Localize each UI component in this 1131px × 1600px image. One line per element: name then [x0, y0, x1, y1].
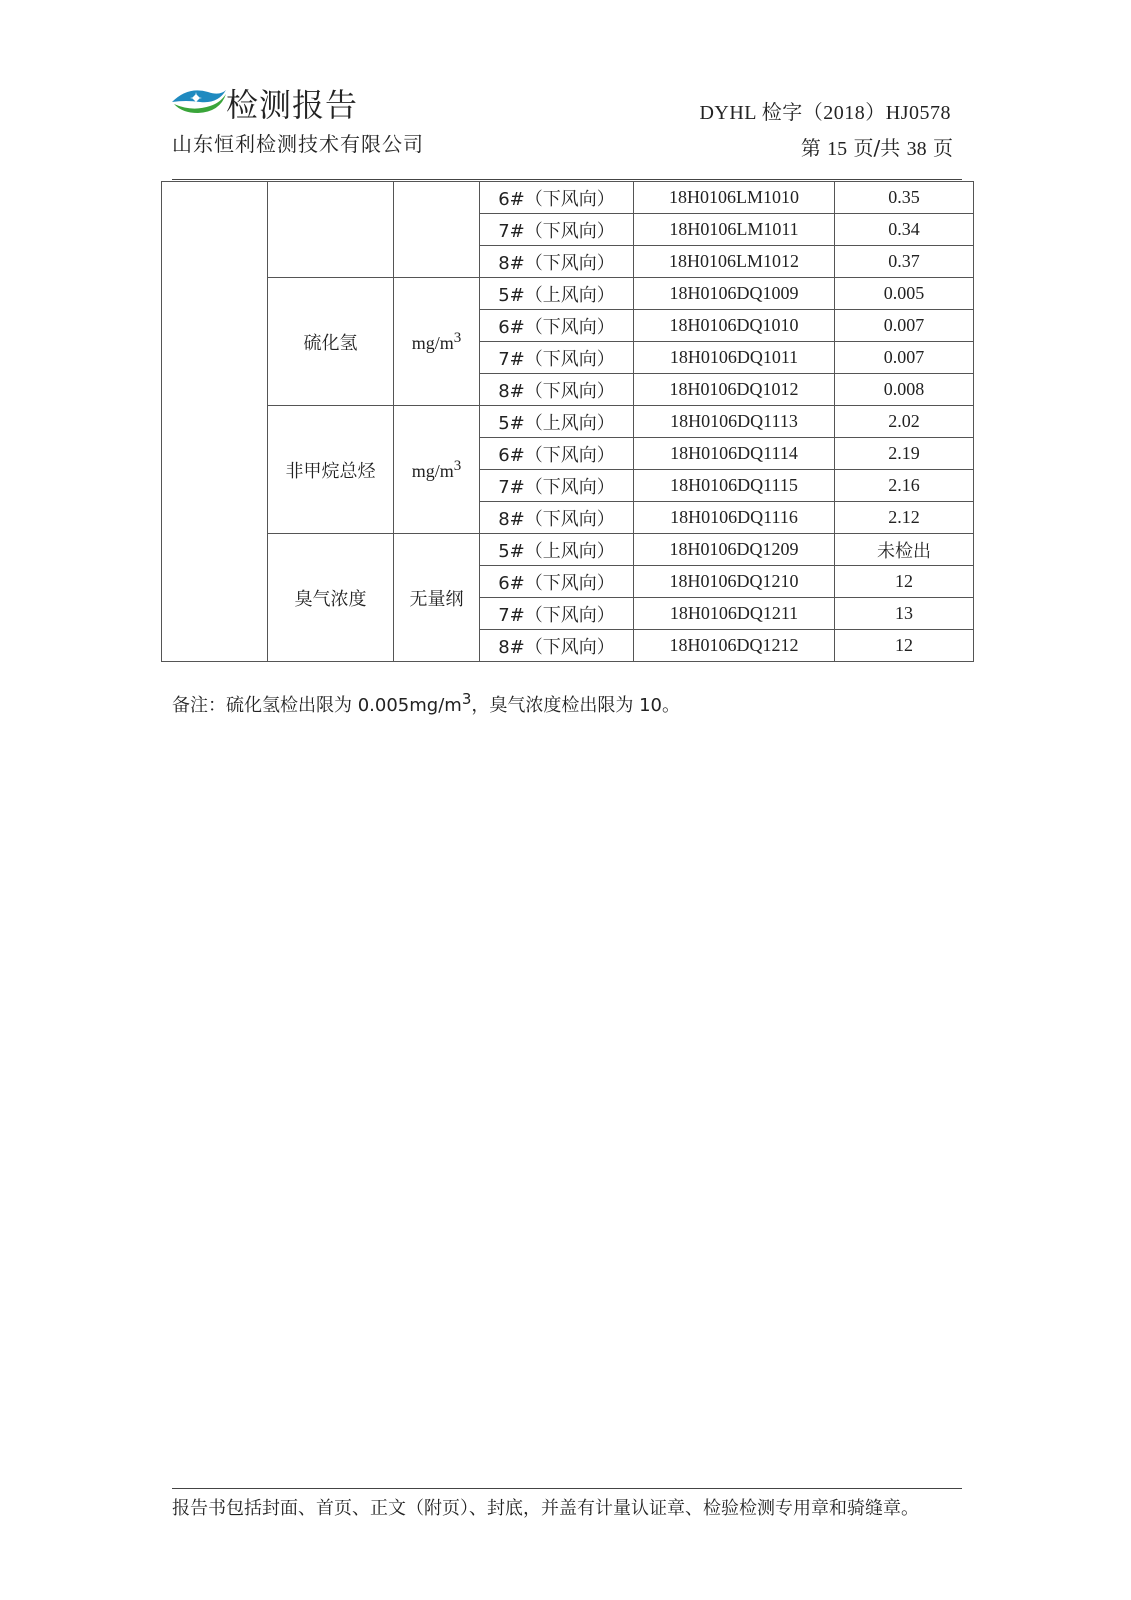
- unit-cell: [394, 406, 480, 534]
- page-suffix: 页: [933, 136, 953, 160]
- company-name: 山东恒利检测技术有限公司: [172, 132, 424, 156]
- value-cell: 0.007: [835, 342, 974, 374]
- point-cell: 6#（下风向）: [480, 566, 634, 598]
- table-row: [162, 406, 974, 438]
- unit-text: mg/m: [411, 460, 454, 481]
- header-divider: [172, 179, 962, 180]
- unit-cell: 无量纲: [394, 534, 480, 662]
- table-row: [162, 182, 974, 214]
- sample-id-cell: 18H0106DQ1212: [634, 630, 835, 662]
- unit-text: mg/m: [411, 332, 454, 353]
- note-suffix: ，臭气浓度检出限为 10。: [471, 695, 680, 716]
- value-cell: 12: [835, 630, 974, 662]
- sample-id-cell: 18H0106DQ1010: [634, 310, 835, 342]
- item-cell: 臭气浓度: [268, 534, 394, 662]
- company-logo-icon: [170, 84, 228, 114]
- point-cell: 5#（上风向）: [480, 406, 634, 438]
- table-row: [162, 278, 974, 310]
- sample-id-cell: 18H0106DQ1211: [634, 598, 835, 630]
- point-cell: 6#（下风向）: [480, 182, 634, 214]
- value-cell: 2.16: [835, 470, 974, 502]
- point-cell: 7#（下风向）: [480, 214, 634, 246]
- value-cell: 12: [835, 566, 974, 598]
- point-cell: 5#（上风向）: [480, 278, 634, 310]
- point-cell: 6#（下风向）: [480, 310, 634, 342]
- category-cell: [162, 182, 268, 662]
- point-cell: 7#（下风向）: [480, 470, 634, 502]
- unit-superscript: 3: [453, 457, 462, 474]
- sample-id-cell: 18H0106DQ1012: [634, 374, 835, 406]
- footer-text: 报告书包括封面、首页、正文（附页）、封底，并盖有计量认证章、检验检测专用章和骑缝章。: [172, 1498, 919, 1519]
- sample-id-cell: 18H0106DQ1113: [634, 406, 835, 438]
- sample-id-cell: 18H0106DQ1009: [634, 278, 835, 310]
- page-mid: 页/共: [853, 136, 901, 160]
- point-cell: 8#（下风向）: [480, 630, 634, 662]
- sample-id-cell: 18H0106DQ1115: [634, 470, 835, 502]
- value-cell: 未检出: [835, 534, 974, 566]
- sample-id-cell: 18H0106DQ1209: [634, 534, 835, 566]
- page-prefix: 第: [800, 136, 821, 160]
- footer-divider: [172, 1488, 962, 1489]
- item-cell: 硫化氢: [268, 278, 394, 406]
- value-cell: 0.005: [835, 278, 974, 310]
- point-cell: 8#（下风向）: [480, 374, 634, 406]
- page-number: [801, 132, 953, 161]
- value-cell: 2.02: [835, 406, 974, 438]
- item-cell: 非甲烷总烃: [268, 406, 394, 534]
- value-cell: 0.37: [835, 246, 974, 278]
- value-cell: 2.19: [835, 438, 974, 470]
- sample-id-cell: 18H0106DQ1011: [634, 342, 835, 374]
- point-cell: 7#（下风向）: [480, 342, 634, 374]
- page-total: 38: [906, 138, 927, 160]
- point-cell: 7#（下风向）: [480, 598, 634, 630]
- note-superscript: 3: [461, 690, 472, 708]
- unit-superscript: 3: [453, 329, 462, 346]
- results-table: [161, 181, 974, 662]
- table-row: [162, 534, 974, 566]
- sample-id-cell: 18H0106LM1012: [634, 246, 835, 278]
- sample-id-cell: 18H0106DQ1114: [634, 438, 835, 470]
- value-cell: 0.34: [835, 214, 974, 246]
- page-current: 15: [827, 138, 848, 160]
- sample-id-cell: 18H0106DQ1210: [634, 566, 835, 598]
- note-prefix: 备注：硫化氢检出限为 0.005mg/m: [172, 695, 462, 716]
- value-cell: 0.007: [835, 310, 974, 342]
- value-cell: 0.008: [835, 374, 974, 406]
- sample-id-cell: 18H0106DQ1116: [634, 502, 835, 534]
- value-cell: 2.12: [835, 502, 974, 534]
- value-cell: 13: [835, 598, 974, 630]
- item-cell: [268, 182, 394, 278]
- document-title: 检测报告: [226, 86, 359, 124]
- sample-id-cell: 18H0106LM1011: [634, 214, 835, 246]
- unit-cell: [394, 182, 480, 278]
- point-cell: 8#（下风向）: [480, 502, 634, 534]
- point-cell: 5#（上风向）: [480, 534, 634, 566]
- sample-id-cell: 18H0106LM1010: [634, 182, 835, 214]
- point-cell: 6#（下风向）: [480, 438, 634, 470]
- point-cell: 8#（下风向）: [480, 246, 634, 278]
- table-note: [172, 690, 680, 717]
- value-cell: 0.35: [835, 182, 974, 214]
- unit-cell: [394, 278, 480, 406]
- report-number: DYHL 检字（2018）HJ0578: [699, 102, 951, 124]
